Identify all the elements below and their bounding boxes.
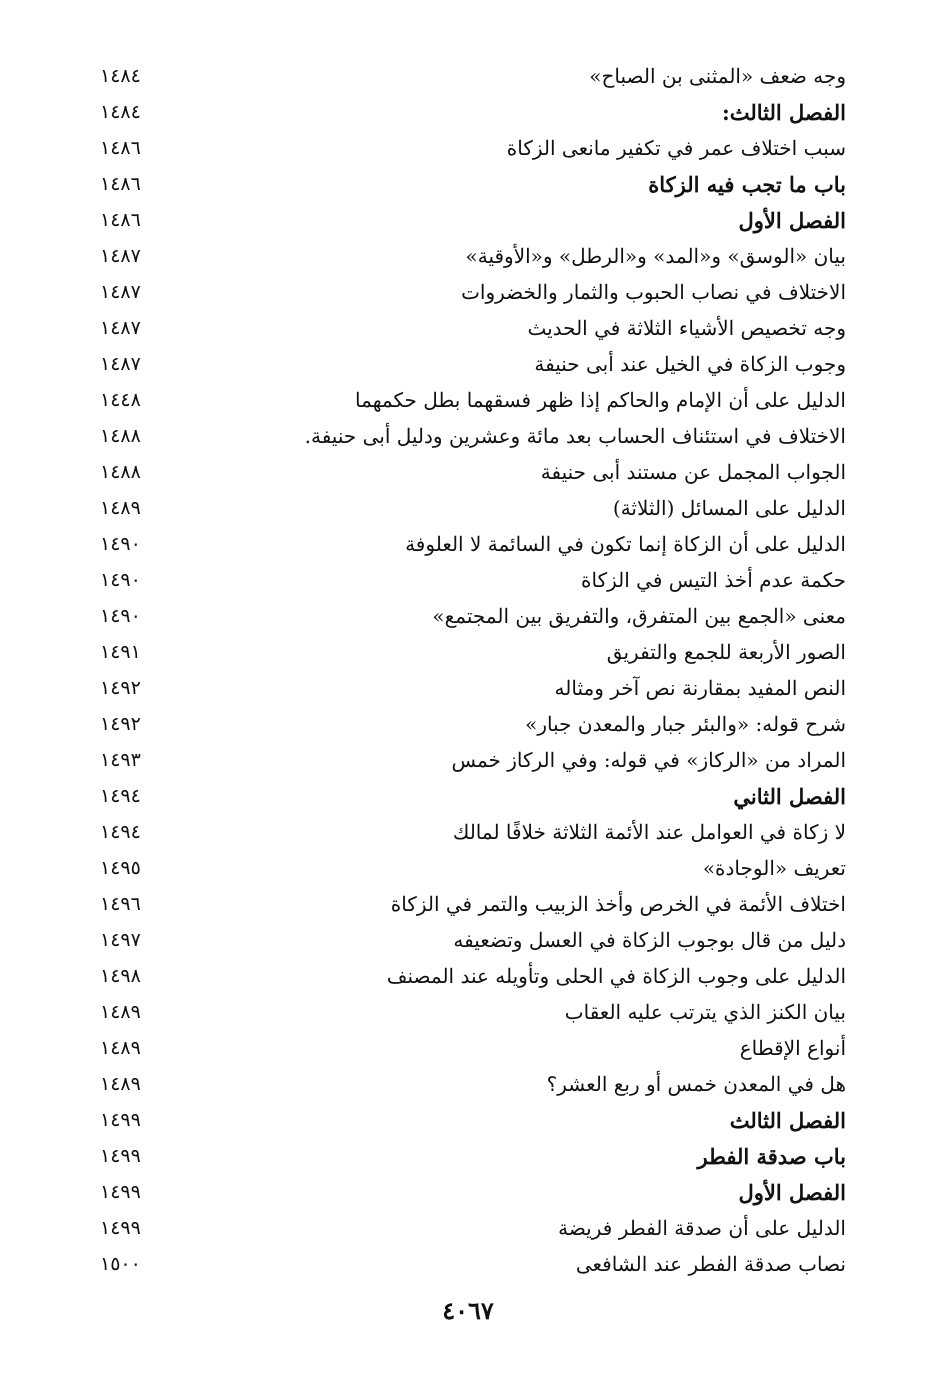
toc-entry-page: ١٤٨٧ [100,281,141,303]
toc-entry-row [100,346,846,382]
toc-entry-title: الدليل على أن الإمام والحاكم إذا ظهر فسقهما بطل حكمهما [355,388,846,412]
toc-entry-title: الجواب المجمل عن مستند أبى حنيفة [540,460,846,484]
toc-entry-page: ١٤٩٩ [100,1217,141,1239]
toc-entry-title: دليل من قال بوجوب الزكاة في العسل وتضعيفه [453,928,846,952]
toc-entry-page: ١٤٨٧ [100,353,141,375]
toc-entry-page: ١٤٩١ [100,641,141,663]
toc-entry-row [100,994,846,1030]
toc-entry-title: الاختلاف في نصاب الحبوب والثمار والخضروات [461,280,846,304]
toc-heading-row [100,1174,846,1210]
toc-entry-page: ١٤٩٩ [100,1109,141,1131]
toc-entry-page: ١٤٩٤ [100,785,141,807]
toc-entry-title: الاختلاف في استئناف الحساب بعد مائة وعشرين ودليل أبى حنيفة. [304,424,846,448]
toc-entry-page: ١٤٨٨ [100,425,141,447]
toc-entry-page: ١٤٩٩ [100,1181,141,1203]
toc-entry-page: ١٤٨٩ [100,1037,141,1059]
toc-entry-title: لا زكاة في العوامل عند الأئمة الثلاثة خلافًا لمالك [452,820,846,844]
toc-entry-title: سبب اختلاف عمر في تكفير مانعى الزكاة [506,136,846,160]
toc-entry-page: ١٤٨٦ [100,137,141,159]
toc-entry-row [100,490,846,526]
toc-entry-page: ١٤٩٤ [100,821,141,843]
toc-entry-row [100,1246,846,1282]
toc-entry-title: بيان «الوسق» و«المد» و«الرطل» و«الأوقية» [465,244,846,268]
toc-entry-row [100,598,846,634]
toc-entry-title: الدليل على المسائل (الثلاثة) [612,496,846,520]
toc-entry-page: ١٤٨٦ [100,209,141,231]
toc-entry-page: ١٤٨٩ [100,497,141,519]
toc-entry-row [100,526,846,562]
toc-entry-title: تعريف «الوجادة» [702,856,846,880]
toc-entry-row [100,922,846,958]
toc-entry-page: ١٤٩٩ [100,1145,141,1167]
toc-entry-page: ١٤٩٠ [100,533,141,555]
toc-heading-row [100,1102,846,1138]
toc-entry-row [100,742,846,778]
toc-heading-row [100,166,846,202]
toc-entry-page: ١٤٩٦ [100,893,141,915]
toc-entry-title: وجوب الزكاة في الخيل عند أبى حنيفة [534,352,846,376]
toc-entry-title: هل في المعدن خمس أو ربع العشر؟ [546,1072,846,1096]
toc-entry-row [100,418,846,454]
toc-heading-row [100,1138,846,1174]
toc-entry-page: ١٤٨٧ [100,317,141,339]
toc-entry-row [100,238,846,274]
toc-entry-title: وجه ضعف «المثنى بن الصباح» [589,64,846,88]
toc-entry-title: باب صدقة الفطر [697,1143,846,1169]
toc-entry-row [100,382,846,418]
toc-entry-page: ١٤٨٧ [100,245,141,267]
toc-entry-title: الفصل الأول [738,1179,846,1205]
toc-entry-row [100,1066,846,1102]
toc-heading-row [100,94,846,130]
toc-entry-title: معنى «الجمع بين المتفرق، والتفريق بين المجتمع» [432,604,846,628]
toc-entry-row [100,706,846,742]
toc-entry-row [100,310,846,346]
toc-entry-row [100,130,846,166]
toc-entry-title: اختلاف الأئمة في الخرص وأخذ الزبيب والتمر في الزكاة [390,892,846,916]
toc-entry-page: ١٤٩٢ [100,677,141,699]
toc-entry-title: النص المفيد بمقارنة نص آخر ومثاله [554,676,846,700]
toc-entry-row [100,1210,846,1246]
toc-entry-title: الفصل الأول [738,207,846,233]
toc-entry-title: حكمة عدم أخذ التيس في الزكاة [581,568,846,592]
toc-entry-title: وجه تخصيص الأشياء الثلاثة في الحديث [527,316,846,340]
toc-entry-row [100,1030,846,1066]
toc-entry-row [100,886,846,922]
toc-entry-row [100,850,846,886]
toc-heading-row [100,202,846,238]
toc-entry-row [100,814,846,850]
toc-entry-title: الفصل الثاني [733,783,846,809]
page-number: ٤٠٦٧ [442,1296,494,1325]
toc-entry-row [100,454,846,490]
toc-entry-title: نصاب صدقة الفطر عند الشافعى [575,1252,846,1276]
toc-entry-title: الدليل على وجوب الزكاة في الحلى وتأويله عند المصنف [386,964,846,988]
toc-entry-page: ١٤٤٨ [100,389,141,411]
toc-entry-page: ١٤٩٠ [100,605,141,627]
toc-entry-page: ١٤٩٢ [100,713,141,735]
table-of-contents [100,58,846,1288]
toc-entry-title: أنواع الإقطاع [739,1036,846,1060]
toc-entry-title: المراد من «الركاز» في قوله: وفي الركاز خمس [451,748,846,772]
toc-entry-page: ١٤٩٣ [100,749,141,771]
toc-entry-title: شرح قوله: «والبئر جبار والمعدن جبار» [525,712,846,736]
toc-entry-row [100,634,846,670]
toc-entry-title: الفصل الثالث [729,1107,846,1133]
toc-entry-row [100,670,846,706]
toc-entry-title: باب ما تجب فيه الزكاة [648,171,846,197]
toc-entry-page: ١٤٩٨ [100,965,141,987]
toc-entry-page: ١٤٨٩ [100,1001,141,1023]
toc-entry-page: ١٥٠٠ [100,1253,141,1275]
toc-entry-page: ١٤٩٠ [100,569,141,591]
toc-entry-title: الدليل على أن صدقة الفطر فريضة [558,1216,846,1240]
toc-entry-row [100,58,846,94]
toc-entry-title: الفصل الثالث: [721,99,846,125]
toc-entry-page: ١٤٨٨ [100,461,141,483]
toc-entry-page: ١٤٨٤ [100,101,141,123]
toc-entry-title: بيان الكنز الذي يترتب عليه العقاب [564,1000,846,1024]
toc-entry-title: الدليل على أن الزكاة إنما تكون في السائمة لا العلوفة [405,532,846,556]
toc-heading-row [100,778,846,814]
toc-entry-page: ١٤٨٤ [100,65,141,87]
toc-entry-row [100,562,846,598]
toc-entry-page: ١٤٩٥ [100,857,141,879]
toc-entry-row [100,958,846,994]
toc-entry-row [100,274,846,310]
toc-entry-page: ١٤٨٩ [100,1073,141,1095]
toc-entry-title: الصور الأربعة للجمع والتفريق [606,640,846,664]
toc-entry-page: ١٤٨٦ [100,173,141,195]
toc-entry-page: ١٤٩٧ [100,929,141,951]
